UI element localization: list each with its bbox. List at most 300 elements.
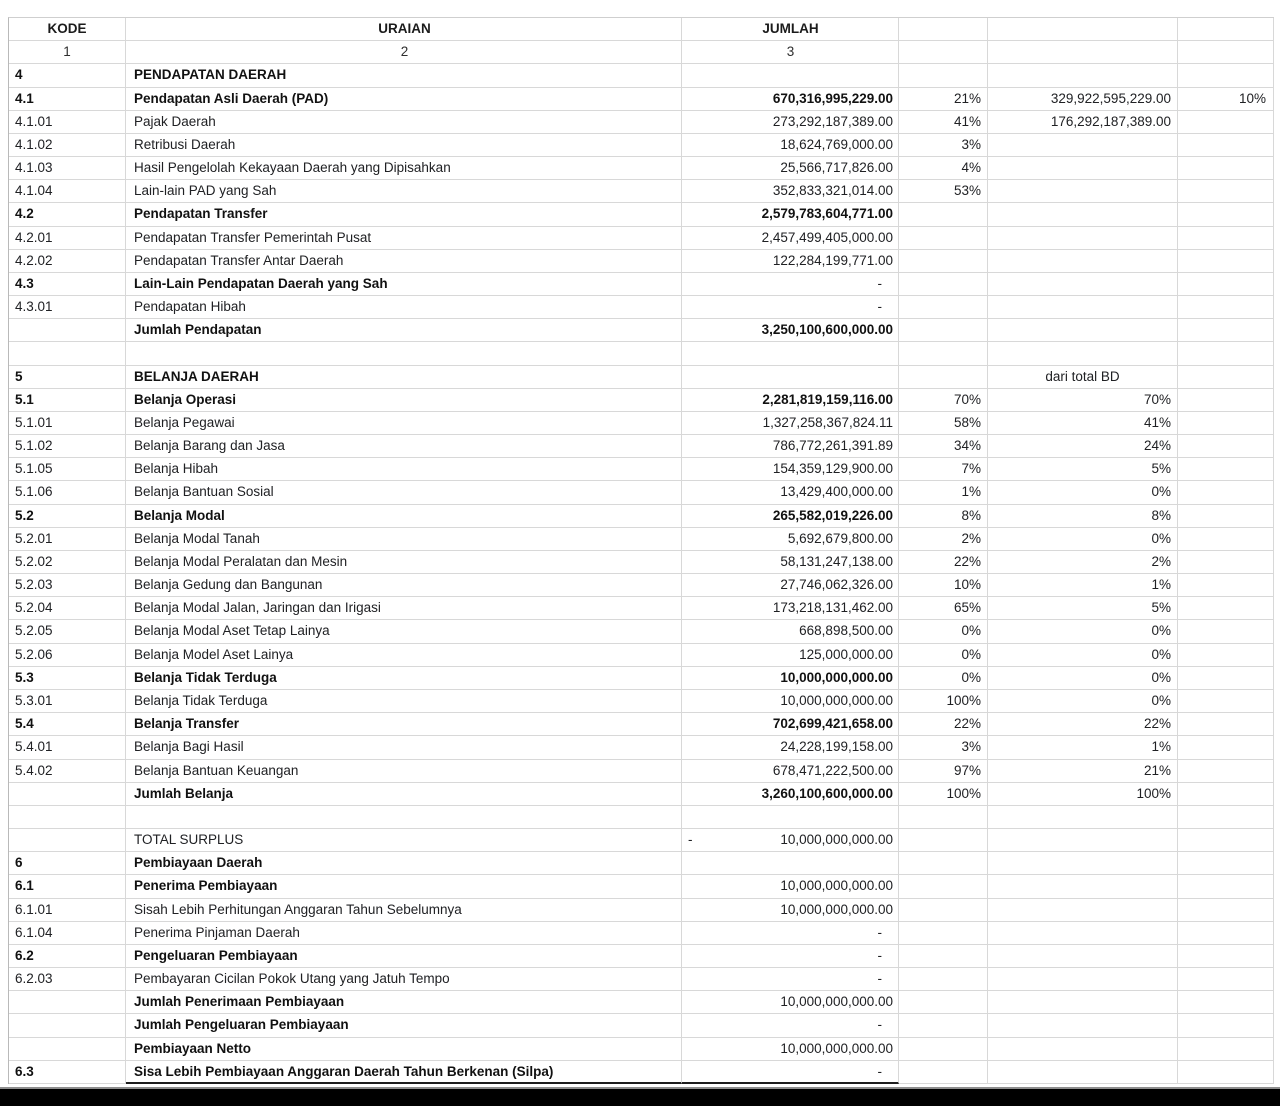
- cell-amount-alt[interactable]: dari total BD: [988, 366, 1178, 389]
- cell-uraian[interactable]: PENDAPATAN DAERAH: [126, 64, 682, 87]
- cell-pct-share[interactable]: 53%: [899, 180, 988, 203]
- cell-jumlah[interactable]: 670,316,995,229.00: [682, 88, 899, 111]
- cell-pct-share[interactable]: 58%: [899, 412, 988, 435]
- cell-pct-alt[interactable]: [1178, 366, 1274, 389]
- cell-uraian[interactable]: Jumlah Penerimaan Pembiayaan: [126, 991, 682, 1014]
- cell-pct-share[interactable]: 1%: [899, 481, 988, 504]
- cell-amount-alt[interactable]: [988, 203, 1178, 226]
- cell-pct-alt[interactable]: [1178, 111, 1274, 134]
- cell-pct-share[interactable]: 10%: [899, 574, 988, 597]
- cell-uraian[interactable]: Belanja Tidak Terduga: [126, 690, 682, 713]
- cell-kode[interactable]: [9, 342, 126, 365]
- cell-pct-share[interactable]: 0%: [899, 620, 988, 643]
- cell-amount-alt[interactable]: [988, 157, 1178, 180]
- cell-kode[interactable]: 4.3.01: [9, 296, 126, 319]
- cell-pct-alt[interactable]: [1178, 41, 1274, 64]
- cell-pct-alt[interactable]: [1178, 134, 1274, 157]
- cell-kode[interactable]: 5.1: [9, 389, 126, 412]
- cell-jumlah[interactable]: 786,772,261,391.89: [682, 435, 899, 458]
- cell-pct-share[interactable]: 3%: [899, 736, 988, 759]
- cell-pct-alt[interactable]: [1178, 968, 1274, 991]
- cell-pct-alt[interactable]: [1178, 783, 1274, 806]
- cell-amount-alt[interactable]: 329,922,595,229.00: [988, 88, 1178, 111]
- cell-value: 10,000,000,000.00: [780, 832, 893, 848]
- cell-pct-share[interactable]: 22%: [899, 713, 988, 736]
- cell-kode[interactable]: [9, 319, 126, 342]
- cell-amount-alt[interactable]: 70%: [988, 389, 1178, 412]
- cell-amount-alt[interactable]: [988, 875, 1178, 898]
- cell-uraian[interactable]: Belanja Modal Aset Tetap Lainya: [126, 620, 682, 643]
- cell-uraian[interactable]: 2: [126, 41, 682, 64]
- cell-pct-alt[interactable]: [1178, 667, 1274, 690]
- table-row: [9, 18, 1274, 41]
- cell-pct-share[interactable]: [899, 319, 988, 342]
- cell-uraian[interactable]: TOTAL SURPLUS: [126, 829, 682, 852]
- cell-jumlah[interactable]: 668,898,500.00: [682, 620, 899, 643]
- cell-uraian[interactable]: Pendapatan Transfer Pemerintah Pusat: [126, 227, 682, 250]
- cell-amount-alt[interactable]: 41%: [988, 412, 1178, 435]
- cell-uraian[interactable]: Pembayaran Cicilan Pokok Utang yang Jatuh Tempo: [126, 968, 682, 991]
- cell-jumlah[interactable]: 27,746,062,326.00: [682, 574, 899, 597]
- cell-jumlah[interactable]: 265,582,019,226.00: [682, 505, 899, 528]
- cell-kode[interactable]: 5.2.05: [9, 620, 126, 643]
- cell-pct-share[interactable]: 21%: [899, 88, 988, 111]
- cell-uraian[interactable]: Belanja Bantuan Sosial: [126, 481, 682, 504]
- cell-kode[interactable]: 5.2: [9, 505, 126, 528]
- cell-amount-alt[interactable]: 0%: [988, 644, 1178, 667]
- cell-jumlah[interactable]: 10,000,000,000.00: [682, 991, 899, 1014]
- cell-amount-alt[interactable]: 24%: [988, 435, 1178, 458]
- cell-uraian[interactable]: Belanja Modal: [126, 505, 682, 528]
- table-row: [9, 968, 1274, 991]
- cell-amount-alt[interactable]: 0%: [988, 620, 1178, 643]
- cell-pct-share[interactable]: [899, 41, 988, 64]
- cell-kode[interactable]: 5.3.01: [9, 690, 126, 713]
- cell-pct-share[interactable]: [899, 227, 988, 250]
- cell-amount-alt[interactable]: [988, 968, 1178, 991]
- table-row: [9, 736, 1274, 759]
- cell-pct-alt[interactable]: [1178, 829, 1274, 852]
- cell-uraian[interactable]: Belanja Modal Peralatan dan Mesin: [126, 551, 682, 574]
- cell-kode[interactable]: 6.2.03: [9, 968, 126, 991]
- cell-pct-share[interactable]: 2%: [899, 528, 988, 551]
- cell-kode[interactable]: 5.2.03: [9, 574, 126, 597]
- cell-amount-alt[interactable]: [988, 852, 1178, 875]
- cell-amount-alt[interactable]: [988, 806, 1178, 829]
- cell-uraian[interactable]: URAIAN: [126, 18, 682, 41]
- table-row: [9, 690, 1274, 713]
- table-row: [9, 991, 1274, 1014]
- cell-uraian[interactable]: Belanja Bagi Hasil: [126, 736, 682, 759]
- cell-jumlah[interactable]: 10,000,000,000.00: [682, 1038, 899, 1061]
- cell-jumlah[interactable]: 10,000,000,000.00: [682, 667, 899, 690]
- cell-kode[interactable]: [9, 783, 126, 806]
- cell-pct-alt[interactable]: [1178, 157, 1274, 180]
- cell-kode[interactable]: 4.1: [9, 88, 126, 111]
- table-row: [9, 806, 1274, 829]
- cell-amount-alt[interactable]: 0%: [988, 528, 1178, 551]
- cell-amount-alt[interactable]: 5%: [988, 458, 1178, 481]
- cell-uraian[interactable]: Belanja Bantuan Keuangan: [126, 760, 682, 783]
- table-row: [9, 250, 1274, 273]
- cell-jumlah[interactable]: 13,429,400,000.00: [682, 481, 899, 504]
- cell-kode[interactable]: 6.2: [9, 945, 126, 968]
- cell-jumlah[interactable]: -: [682, 1061, 899, 1084]
- cell-jumlah[interactable]: [682, 852, 899, 875]
- cell-kode[interactable]: 6: [9, 852, 126, 875]
- cell-pct-share[interactable]: [899, 273, 988, 296]
- cell-pct-share[interactable]: [899, 829, 988, 852]
- cell-pct-share[interactable]: 7%: [899, 458, 988, 481]
- cell-uraian[interactable]: Pendapatan Hibah: [126, 296, 682, 319]
- cell-amount-alt[interactable]: 22%: [988, 713, 1178, 736]
- cell-jumlah[interactable]: [682, 342, 899, 365]
- cell-pct-share[interactable]: [899, 1038, 988, 1061]
- cell-uraian[interactable]: Pendapatan Transfer: [126, 203, 682, 226]
- cell-jumlah[interactable]: 154,359,129,900.00: [682, 458, 899, 481]
- cell-uraian[interactable]: [126, 342, 682, 365]
- cell-amount-alt[interactable]: [988, 250, 1178, 273]
- cell-uraian[interactable]: Belanja Tidak Terduga: [126, 667, 682, 690]
- cell-pct-alt[interactable]: [1178, 736, 1274, 759]
- cell-pct-share[interactable]: 4%: [899, 157, 988, 180]
- cell-jumlah[interactable]: 2,457,499,405,000.00: [682, 227, 899, 250]
- cell-pct-share[interactable]: 41%: [899, 111, 988, 134]
- cell-jumlah[interactable]: 352,833,321,014.00: [682, 180, 899, 203]
- cell-uraian[interactable]: Pembiayaan Netto: [126, 1038, 682, 1061]
- cell-amount-alt[interactable]: 0%: [988, 690, 1178, 713]
- cell-amount-alt[interactable]: 100%: [988, 783, 1178, 806]
- cell-pct-share[interactable]: 0%: [899, 644, 988, 667]
- cell-kode[interactable]: [9, 829, 126, 852]
- cell-jumlah[interactable]: -: [682, 296, 899, 319]
- cell-kode[interactable]: 4.1.02: [9, 134, 126, 157]
- cell-pct-alt[interactable]: [1178, 1038, 1274, 1061]
- cell-pct-alt[interactable]: [1178, 875, 1274, 898]
- cell-kode[interactable]: 4.2: [9, 203, 126, 226]
- cell-pct-share[interactable]: [899, 899, 988, 922]
- cell-uraian[interactable]: [126, 806, 682, 829]
- cell-uraian[interactable]: Belanja Modal Tanah: [126, 528, 682, 551]
- cell-pct-alt[interactable]: [1178, 458, 1274, 481]
- cell-amount-alt[interactable]: [988, 899, 1178, 922]
- cell-pct-alt[interactable]: [1178, 64, 1274, 87]
- cell-uraian[interactable]: Sisa Lebih Pembiayaan Anggaran Daerah Tahun Berkenan (Silpa): [126, 1061, 682, 1084]
- cell-amount-alt[interactable]: [988, 922, 1178, 945]
- cell-jumlah[interactable]: 5,692,679,800.00: [682, 528, 899, 551]
- cell-amount-alt[interactable]: [988, 829, 1178, 852]
- cell-amount-alt[interactable]: [988, 342, 1178, 365]
- table-row: [9, 899, 1274, 922]
- budget-table: [8, 17, 1274, 1084]
- table-row: [9, 366, 1274, 389]
- cell-pct-share[interactable]: 70%: [899, 389, 988, 412]
- cell-pct-alt[interactable]: [1178, 1061, 1274, 1084]
- cell-amount-alt[interactable]: 8%: [988, 505, 1178, 528]
- cell-jumlah[interactable]: 2,579,783,604,771.00: [682, 203, 899, 226]
- cell-pct-alt[interactable]: [1178, 551, 1274, 574]
- cell-uraian[interactable]: Belanja Model Aset Lainya: [126, 644, 682, 667]
- cell-pct-share[interactable]: 97%: [899, 760, 988, 783]
- cell-kode[interactable]: 6.1: [9, 875, 126, 898]
- cell-jumlah[interactable]: 24,228,199,158.00: [682, 736, 899, 759]
- cell-uraian[interactable]: Pendapatan Asli Daerah (PAD): [126, 88, 682, 111]
- cell-pct-share[interactable]: [899, 1014, 988, 1037]
- cell-amount-alt[interactable]: [988, 1061, 1178, 1084]
- cell-uraian[interactable]: Pengeluaran Pembiayaan: [126, 945, 682, 968]
- cell-pct-alt[interactable]: 10%: [1178, 88, 1274, 111]
- cell-jumlah[interactable]: -: [682, 968, 899, 991]
- cell-pct-alt[interactable]: [1178, 203, 1274, 226]
- cell-uraian[interactable]: Penerima Pembiayaan: [126, 875, 682, 898]
- cell-kode[interactable]: 4.1.01: [9, 111, 126, 134]
- cell-kode[interactable]: 6.1.01: [9, 899, 126, 922]
- cell-pct-share[interactable]: [899, 875, 988, 898]
- cell-kode[interactable]: 5.2.02: [9, 551, 126, 574]
- table-row: [9, 342, 1274, 365]
- cell-kode[interactable]: 5.2.01: [9, 528, 126, 551]
- cell-pct-alt[interactable]: [1178, 180, 1274, 203]
- cell-kode[interactable]: 5.2.06: [9, 644, 126, 667]
- cell-kode[interactable]: [9, 806, 126, 829]
- cell-pct-alt[interactable]: [1178, 899, 1274, 922]
- cell-pct-share[interactable]: 3%: [899, 134, 988, 157]
- cell-amount-alt[interactable]: [988, 227, 1178, 250]
- cell-pct-alt[interactable]: [1178, 481, 1274, 504]
- cell-pct-alt[interactable]: [1178, 250, 1274, 273]
- table-row: [9, 41, 1274, 64]
- cell-uraian[interactable]: Lain-lain PAD yang Sah: [126, 180, 682, 203]
- cell-pct-share[interactable]: [899, 64, 988, 87]
- cell-pct-share[interactable]: [899, 250, 988, 273]
- cell-kode[interactable]: 4.2.02: [9, 250, 126, 273]
- cell-jumlah[interactable]: -: [682, 945, 899, 968]
- cell-uraian[interactable]: Sisah Lebih Perhitungan Anggaran Tahun Sebelumnya: [126, 899, 682, 922]
- table-row: [9, 296, 1274, 319]
- cell-uraian[interactable]: Belanja Hibah: [126, 458, 682, 481]
- cell-jumlah[interactable]: 1,327,258,367,824.11: [682, 412, 899, 435]
- cell-amount-alt[interactable]: 1%: [988, 574, 1178, 597]
- cell-pct-share[interactable]: 34%: [899, 435, 988, 458]
- cell-uraian[interactable]: Penerima Pinjaman Daerah: [126, 922, 682, 945]
- cell-amount-alt[interactable]: [988, 41, 1178, 64]
- cell-uraian[interactable]: Pajak Daerah: [126, 111, 682, 134]
- cell-uraian[interactable]: Belanja Pegawai: [126, 412, 682, 435]
- cell-jumlah[interactable]: 3,260,100,600,000.00: [682, 783, 899, 806]
- cell-jumlah[interactable]: 125,000,000.00: [682, 644, 899, 667]
- cell-pct-alt[interactable]: [1178, 574, 1274, 597]
- cell-pct-share[interactable]: [899, 1061, 988, 1084]
- cell-pct-alt[interactable]: [1178, 389, 1274, 412]
- cell-kode[interactable]: 4.1.03: [9, 157, 126, 180]
- cell-amount-alt[interactable]: [988, 134, 1178, 157]
- cell-pct-alt[interactable]: [1178, 945, 1274, 968]
- cell-kode[interactable]: 5.4: [9, 713, 126, 736]
- cell-amount-alt[interactable]: [988, 296, 1178, 319]
- cell-pct-share[interactable]: [899, 203, 988, 226]
- cell-pct-alt[interactable]: [1178, 505, 1274, 528]
- cell-kode[interactable]: 6.1.04: [9, 922, 126, 945]
- cell-kode[interactable]: 5.3: [9, 667, 126, 690]
- cell-amount-alt[interactable]: 5%: [988, 597, 1178, 620]
- cell-kode[interactable]: [9, 991, 126, 1014]
- cell-pct-alt[interactable]: [1178, 227, 1274, 250]
- cell-pct-alt[interactable]: [1178, 412, 1274, 435]
- cell-amount-alt[interactable]: [988, 18, 1178, 41]
- table-row: [9, 1061, 1274, 1084]
- cell-amount-alt[interactable]: 21%: [988, 760, 1178, 783]
- table-row: [9, 875, 1274, 898]
- cell-pct-share[interactable]: 22%: [899, 551, 988, 574]
- cell-pct-share[interactable]: [899, 991, 988, 1014]
- cell-uraian[interactable]: Pembiayaan Daerah: [126, 852, 682, 875]
- cell-uraian[interactable]: Jumlah Pendapatan: [126, 319, 682, 342]
- cell-jumlah[interactable]: 702,699,421,658.00: [682, 713, 899, 736]
- cell-amount-alt[interactable]: [988, 64, 1178, 87]
- cell-pct-share[interactable]: 8%: [899, 505, 988, 528]
- cell-jumlah[interactable]: 122,284,199,771.00: [682, 250, 899, 273]
- cell-kode[interactable]: 4.3: [9, 273, 126, 296]
- table-row: [9, 180, 1274, 203]
- cell-kode[interactable]: [9, 1014, 126, 1037]
- cell-jumlah[interactable]: -: [682, 273, 899, 296]
- cell-jumlah[interactable]: [682, 806, 899, 829]
- cell-jumlah[interactable]: 18,624,769,000.00: [682, 134, 899, 157]
- cell-jumlah[interactable]: JUMLAH: [682, 18, 899, 41]
- cell-pct-share[interactable]: [899, 296, 988, 319]
- cell-kode[interactable]: 4: [9, 64, 126, 87]
- cell-pct-share[interactable]: [899, 18, 988, 41]
- cell-kode[interactable]: 6.3: [9, 1061, 126, 1084]
- cell-jumlah[interactable]: -: [682, 1014, 899, 1037]
- cell-uraian[interactable]: Hasil Pengelolah Kekayaan Daerah yang Dipisahkan: [126, 157, 682, 180]
- cell-uraian[interactable]: Belanja Gedung dan Bangunan: [126, 574, 682, 597]
- cell-pct-alt[interactable]: [1178, 18, 1274, 41]
- cell-pct-share[interactable]: [899, 852, 988, 875]
- cell-pct-alt[interactable]: [1178, 342, 1274, 365]
- cell-jumlah[interactable]: [682, 366, 899, 389]
- cell-uraian[interactable]: Jumlah Belanja: [126, 783, 682, 806]
- cell-jumlah[interactable]: [682, 64, 899, 87]
- cell-jumlah[interactable]: 10,000,000,000.00: [682, 690, 899, 713]
- cell-pct-alt[interactable]: [1178, 806, 1274, 829]
- cell-kode[interactable]: 5.1.05: [9, 458, 126, 481]
- cell-uraian[interactable]: Belanja Barang dan Jasa: [126, 435, 682, 458]
- table-row: [9, 389, 1274, 412]
- cell-amount-alt[interactable]: [988, 319, 1178, 342]
- cell-amount-alt[interactable]: [988, 1038, 1178, 1061]
- cell-amount-alt[interactable]: 0%: [988, 667, 1178, 690]
- cell-jumlah[interactable]: 678,471,222,500.00: [682, 760, 899, 783]
- cell-pct-alt[interactable]: [1178, 760, 1274, 783]
- cell-kode[interactable]: 5.4.02: [9, 760, 126, 783]
- cell-amount-alt[interactable]: 1%: [988, 736, 1178, 759]
- cell-kode[interactable]: KODE: [9, 18, 126, 41]
- cell-uraian[interactable]: Pendapatan Transfer Antar Daerah: [126, 250, 682, 273]
- cell-pct-alt[interactable]: [1178, 273, 1274, 296]
- cell-kode[interactable]: 5.1.06: [9, 481, 126, 504]
- cell-pct-alt[interactable]: [1178, 597, 1274, 620]
- cell-pct-alt[interactable]: [1178, 435, 1274, 458]
- cell-kode[interactable]: 5.1.02: [9, 435, 126, 458]
- minus-sign: -: [688, 832, 693, 848]
- cell-amount-alt[interactable]: 2%: [988, 551, 1178, 574]
- table-row: [9, 574, 1274, 597]
- cell-amount-alt[interactable]: [988, 945, 1178, 968]
- cell-uraian[interactable]: Belanja Operasi: [126, 389, 682, 412]
- cell-uraian[interactable]: Jumlah Pengeluaran Pembiayaan: [126, 1014, 682, 1037]
- table-row: [9, 435, 1274, 458]
- cell-amount-alt[interactable]: 0%: [988, 481, 1178, 504]
- cell-pct-share[interactable]: [899, 342, 988, 365]
- cell-pct-alt[interactable]: [1178, 620, 1274, 643]
- cell-jumlah[interactable]: 25,566,717,826.00: [682, 157, 899, 180]
- cell-kode[interactable]: [9, 1038, 126, 1061]
- cell-kode[interactable]: 5.4.01: [9, 736, 126, 759]
- cell-amount-alt[interactable]: [988, 273, 1178, 296]
- cell-pct-alt[interactable]: [1178, 296, 1274, 319]
- cell-pct-share[interactable]: [899, 945, 988, 968]
- cell-pct-alt[interactable]: [1178, 319, 1274, 342]
- cell-pct-alt[interactable]: [1178, 644, 1274, 667]
- cell-jumlah[interactable]: 3,250,100,600,000.00: [682, 319, 899, 342]
- cell-kode[interactable]: 5.2.04: [9, 597, 126, 620]
- cell-jumlah[interactable]: 273,292,187,389.00: [682, 111, 899, 134]
- cell-kode[interactable]: 1: [9, 41, 126, 64]
- cell-jumlah[interactable]: 3: [682, 41, 899, 64]
- cell-pct-share[interactable]: [899, 968, 988, 991]
- cell-jumlah[interactable]: 10,000,000,000.00: [682, 875, 899, 898]
- cell-uraian[interactable]: Retribusi Daerah: [126, 134, 682, 157]
- cell-pct-share[interactable]: 65%: [899, 597, 988, 620]
- cell-amount-alt[interactable]: [988, 991, 1178, 1014]
- cell-pct-alt[interactable]: [1178, 690, 1274, 713]
- cell-uraian[interactable]: Belanja Transfer: [126, 713, 682, 736]
- cell-pct-share[interactable]: 100%: [899, 690, 988, 713]
- cell-pct-share[interactable]: [899, 806, 988, 829]
- cell-pct-share[interactable]: 0%: [899, 667, 988, 690]
- cell-amount-alt[interactable]: 176,292,187,389.00: [988, 111, 1178, 134]
- cell-uraian[interactable]: Belanja Modal Jalan, Jaringan dan Irigasi: [126, 597, 682, 620]
- cell-jumlah[interactable]: 173,218,131,462.00: [682, 597, 899, 620]
- cell-kode[interactable]: 4.2.01: [9, 227, 126, 250]
- table-row: [9, 88, 1274, 111]
- cell-uraian[interactable]: Lain-Lain Pendapatan Daerah yang Sah: [126, 273, 682, 296]
- cell-pct-alt[interactable]: [1178, 713, 1274, 736]
- cell-amount-alt[interactable]: [988, 1014, 1178, 1037]
- cell-pct-alt[interactable]: [1178, 528, 1274, 551]
- cell-pct-alt[interactable]: [1178, 1014, 1274, 1037]
- cell-uraian[interactable]: BELANJA DAERAH: [126, 366, 682, 389]
- cell-pct-alt[interactable]: [1178, 922, 1274, 945]
- cell-jumlah[interactable]: [682, 829, 899, 852]
- cell-pct-alt[interactable]: [1178, 852, 1274, 875]
- cell-jumlah[interactable]: 2,281,819,159,116.00: [682, 389, 899, 412]
- cell-jumlah[interactable]: -: [682, 922, 899, 945]
- cell-kode[interactable]: 4.1.04: [9, 180, 126, 203]
- cell-pct-share[interactable]: 100%: [899, 783, 988, 806]
- cell-kode[interactable]: 5: [9, 366, 126, 389]
- cell-amount-alt[interactable]: [988, 180, 1178, 203]
- cell-jumlah[interactable]: 58,131,247,138.00: [682, 551, 899, 574]
- cell-kode[interactable]: 5.1.01: [9, 412, 126, 435]
- table-row: [9, 134, 1274, 157]
- cell-pct-share[interactable]: [899, 366, 988, 389]
- cell-pct-share[interactable]: [899, 922, 988, 945]
- table-row: [9, 528, 1274, 551]
- cell-pct-alt[interactable]: [1178, 991, 1274, 1014]
- cell-jumlah[interactable]: 10,000,000,000.00: [682, 899, 899, 922]
